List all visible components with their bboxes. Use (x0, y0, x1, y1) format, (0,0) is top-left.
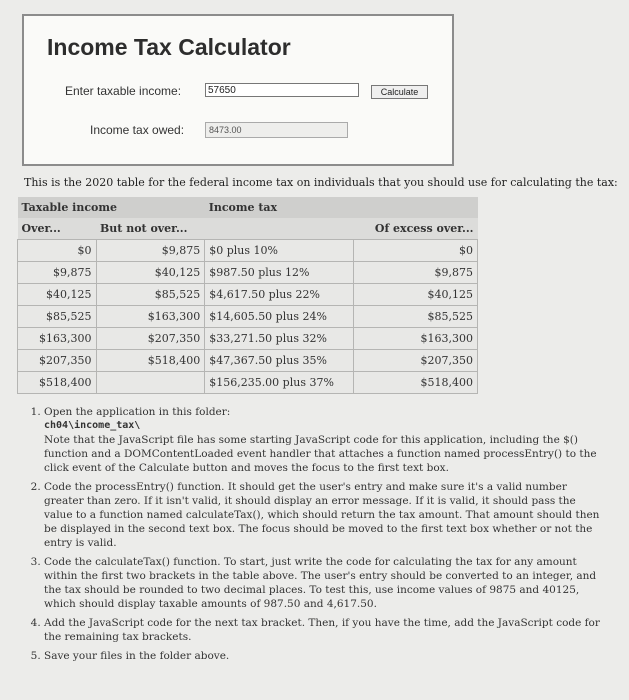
app-title: Income Tax Calculator (47, 34, 291, 60)
header-over: Over... (18, 218, 97, 240)
cell-excess: $518,400 (354, 372, 478, 394)
folder-path: ch04\income_tax\ (44, 420, 141, 431)
cell-not-over: $9,875 (96, 240, 205, 262)
cell-not-over: $85,525 (96, 284, 205, 306)
table-row (18, 306, 478, 328)
cell-over: $85,525 (18, 306, 97, 328)
instruction-list (22, 405, 604, 668)
cell-excess: $85,525 (354, 306, 478, 328)
cell-tax: $987.50 plus 12% (205, 262, 354, 284)
cell-tax: $14,605.50 plus 24% (205, 306, 354, 328)
cell-excess: $0 (354, 240, 478, 262)
cell-over: $518,400 (18, 372, 97, 394)
cell-over: $0 (18, 240, 97, 262)
step-note: Note that the JavaScript file has some starting JavaScript code for this application, including the $() function and a DOMContentLoaded event handler that attaches a function named processEntry() to the click event of the Calculate button and moves the focus to the first text box. (44, 434, 597, 474)
instruction-step (44, 480, 604, 550)
cell-excess: $163,300 (354, 328, 478, 350)
section-taxable-income: Taxable income (18, 197, 205, 218)
table-row (18, 350, 478, 372)
instruction-step (44, 555, 604, 611)
cell-tax: $0 plus 10% (205, 240, 354, 262)
cell-tax: $33,271.50 plus 32% (205, 328, 354, 350)
step-text: Open the application in this folder: (44, 406, 231, 418)
cell-over: $40,125 (18, 284, 97, 306)
cell-excess: $207,350 (354, 350, 478, 372)
cell-tax: $47,367.50 plus 35% (205, 350, 354, 372)
table-row (18, 284, 478, 306)
cell-tax: $4,617.50 plus 22% (205, 284, 354, 306)
table-row (18, 262, 478, 284)
header-excess: Of excess over... (354, 218, 478, 240)
table-row (18, 240, 478, 262)
calculator-panel (22, 14, 454, 166)
taxable-income-input[interactable] (205, 83, 359, 97)
instruction-step (44, 616, 604, 644)
tax-bracket-table (17, 197, 478, 394)
step-text: Add the JavaScript code for the next tax bracket. Then, if you have the time, add the JavaScript code for the remaining tax brackets. (44, 617, 600, 643)
cell-not-over: $207,350 (96, 328, 205, 350)
table-row (18, 328, 478, 350)
table-section-row (18, 197, 478, 218)
instruction-step (44, 405, 604, 475)
instruction-step (44, 649, 604, 663)
header-tax-blank (205, 218, 354, 240)
tax-owed-label: Income tax owed: (90, 123, 185, 137)
step-text: Save your files in the folder above. (44, 650, 230, 662)
section-income-tax: Income tax (205, 197, 478, 218)
income-label: Enter taxable income: (65, 84, 182, 98)
cell-not-over: $518,400 (96, 350, 205, 372)
table-row (18, 372, 478, 394)
cell-excess: $40,125 (354, 284, 478, 306)
tax-owed-output: 8473.00 (205, 122, 348, 138)
cell-over: $207,350 (18, 350, 97, 372)
cell-excess: $9,875 (354, 262, 478, 284)
header-not-over: But not over... (96, 218, 205, 240)
table-intro: This is the 2020 table for the federal income tax on individuals that you should use for calculating the tax: (24, 176, 618, 189)
step-text: Code the calculateTax() function. To start, just write the code for calculating the tax for any amount within the first two brackets in the table above. The user's entry should be converted to an integer, and the tax should be rounded to two decimal places. To test this, use income values of 9875 and 40125, which should display taxable amounts of 987.50 and 4,617.50. (44, 556, 597, 610)
cell-not-over: $163,300 (96, 306, 205, 328)
cell-over: $9,875 (18, 262, 97, 284)
cell-not-over: $40,125 (96, 262, 205, 284)
step-text: Code the processEntry() function. It should get the user's entry and make sure it's a valid number greater than zero. If it isn't valid, it should display an error message. If it is valid, it should pass the value to a function named calculateTax(), which should return the tax amount. That amount should then be displayed in the second text box. The focus should be moved to the first text box whether or not the entry is valid. (44, 481, 600, 549)
cell-tax: $156,235.00 plus 37% (205, 372, 354, 394)
table-header-row (18, 218, 478, 240)
cell-over: $163,300 (18, 328, 97, 350)
calculate-button[interactable]: Calculate (371, 85, 428, 99)
cell-not-over (96, 372, 205, 394)
